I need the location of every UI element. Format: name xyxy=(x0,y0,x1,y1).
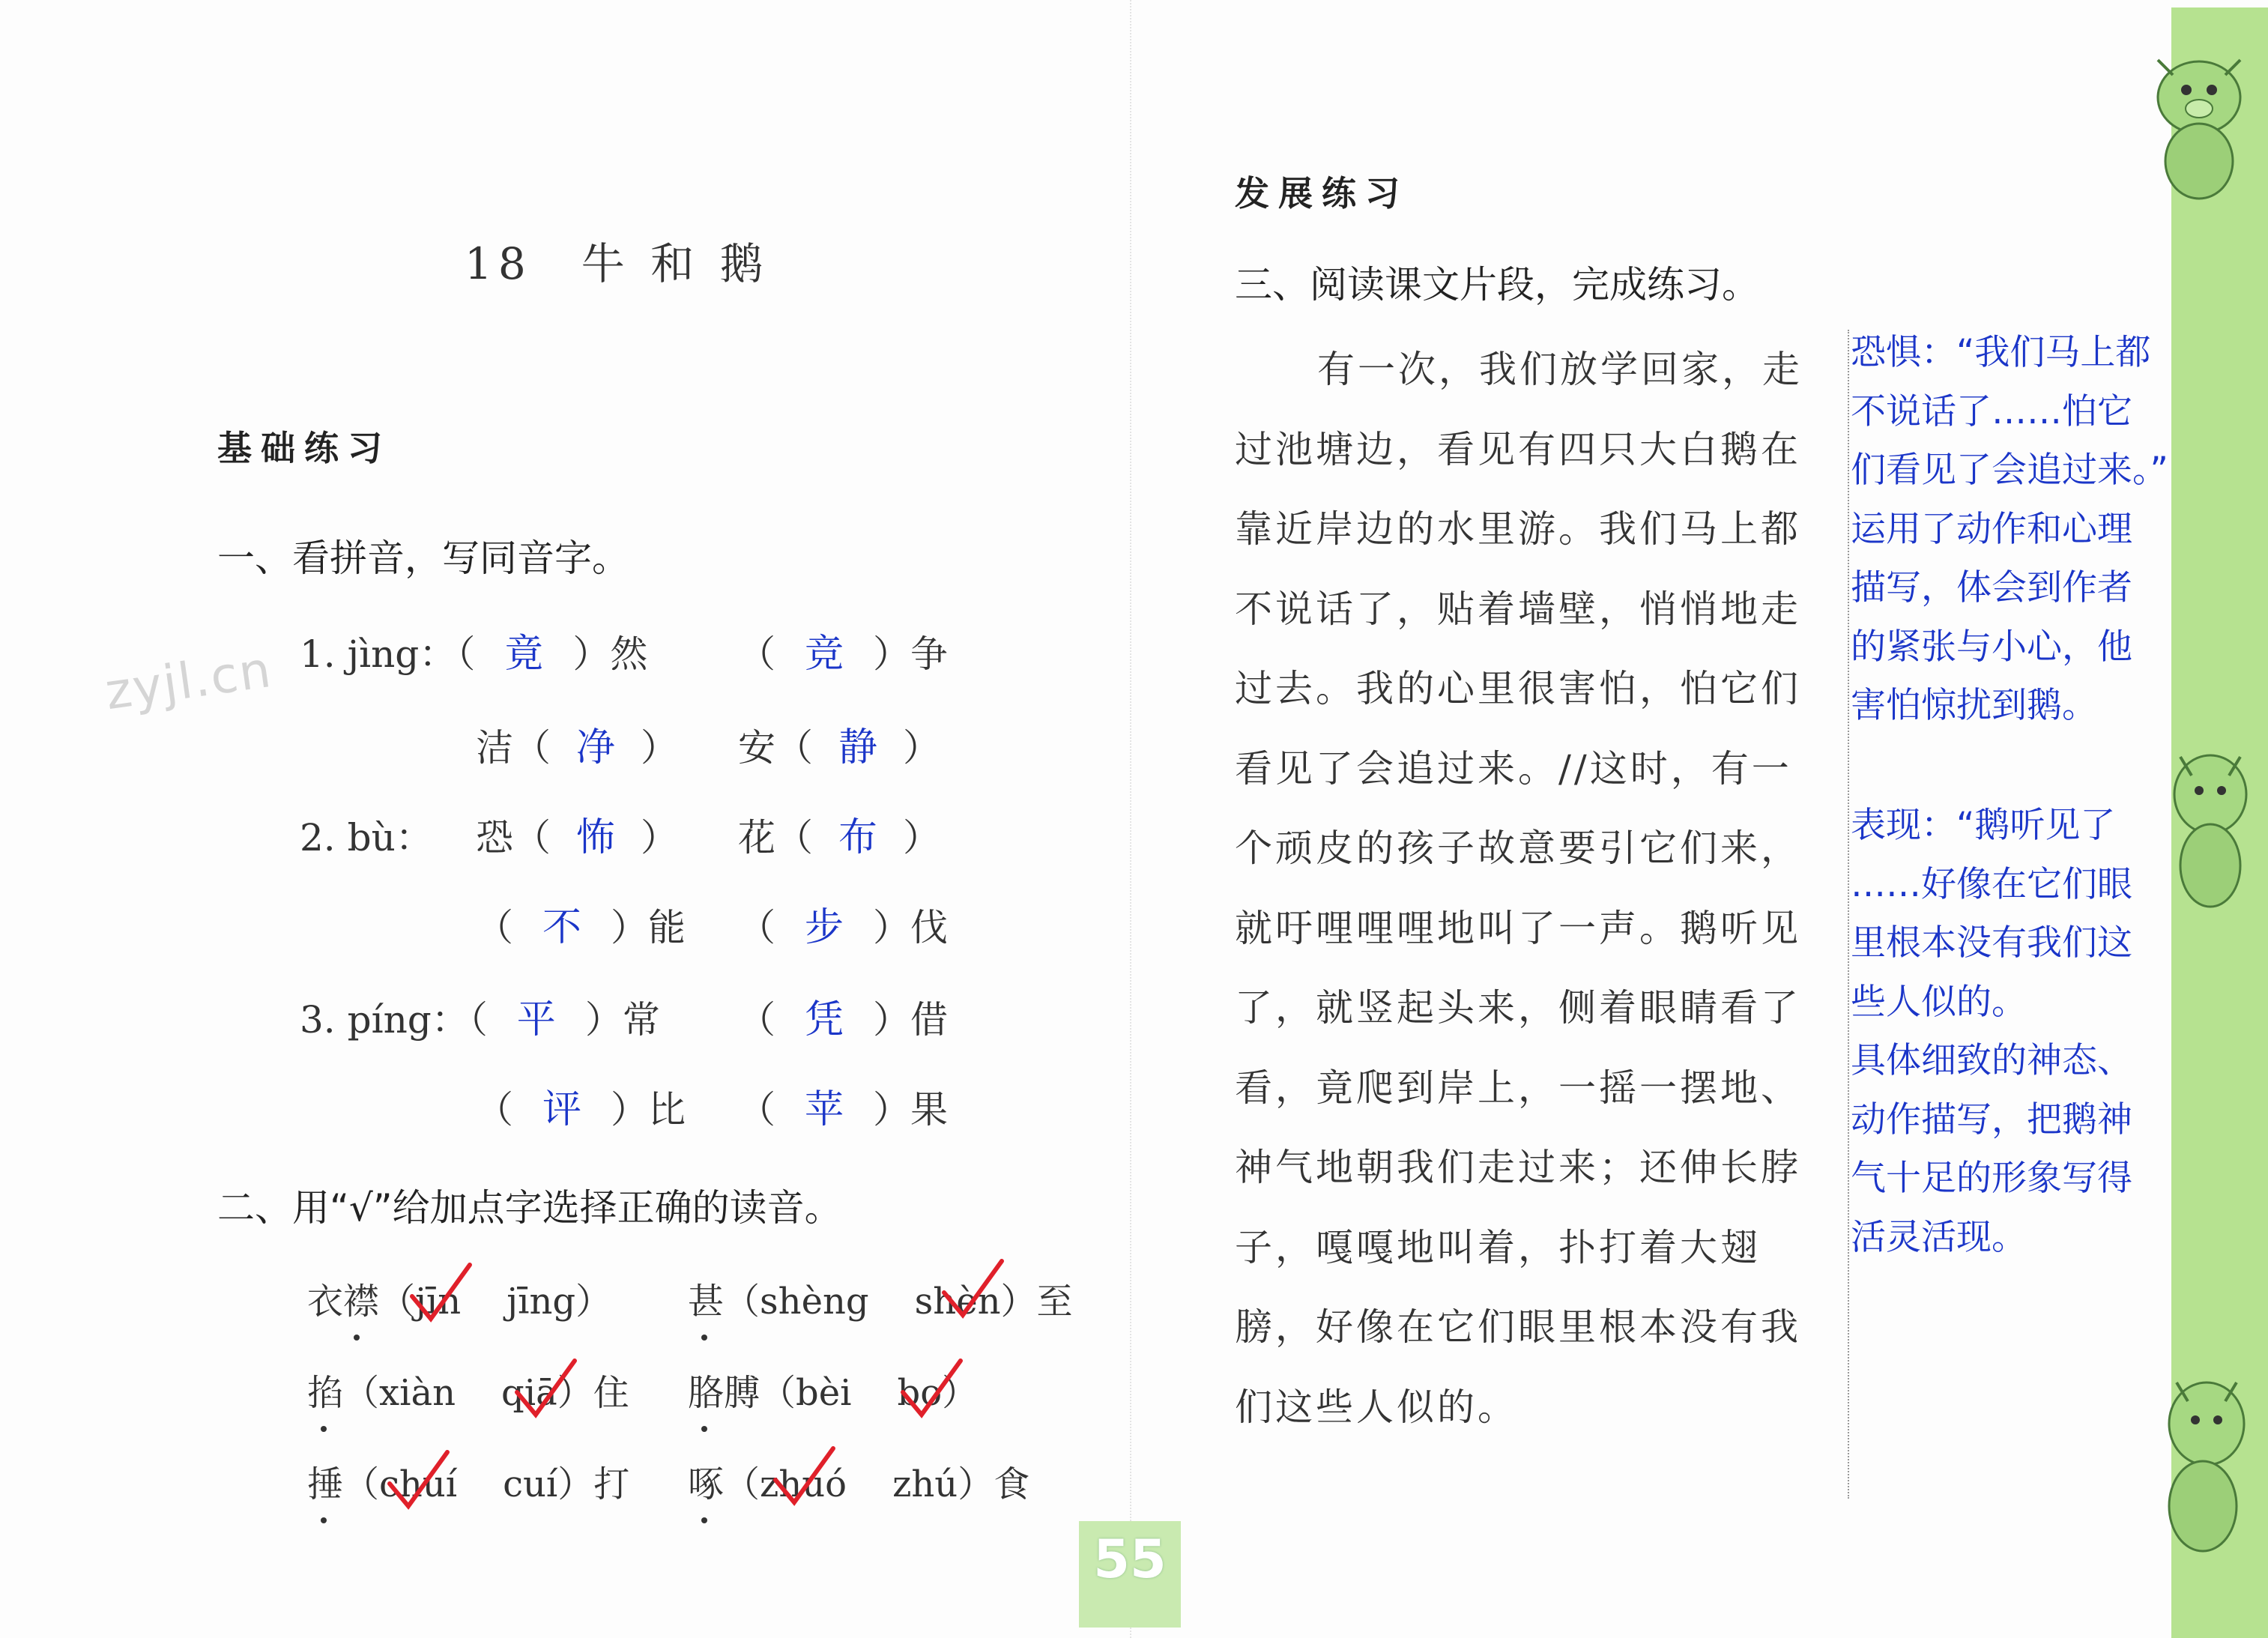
page-fold xyxy=(1130,0,1131,1638)
word-suffix: 至 xyxy=(1036,1281,1073,1323)
pinyin-option[interactable]: chuí xyxy=(379,1463,458,1505)
lesson-title: 18 牛 和 鹅 xyxy=(465,238,769,289)
section-basic-practice: 基础练习 xyxy=(217,428,391,468)
check-mark-icon xyxy=(513,1355,581,1422)
q1-row-1b: （ 竞 ）争 xyxy=(738,622,948,678)
q1-row-3: 2. bù： 恐（ 怖 ） xyxy=(300,806,678,862)
word-prefix: 花 xyxy=(738,816,775,859)
answer-blank[interactable]: 步 xyxy=(804,905,844,950)
word-suffix: 能 xyxy=(648,906,686,949)
q1-row-5: 3. píng：（ 平 ）常 xyxy=(300,988,660,1044)
word: 胳膊 xyxy=(688,1372,760,1414)
answer-blank[interactable]: 不 xyxy=(542,905,581,950)
pinyin-bu: 2. bù： xyxy=(300,816,433,859)
question-1-title: 一、看拼音，写同音字。 xyxy=(217,537,629,580)
answer-blank[interactable]: 凭 xyxy=(804,997,844,1042)
annotation-note-2: 表现：“鹅听见了 ……好像在它们眼 里根本没有我们这 些人似的。 具体细致的神态、 动作描写，把鹅神 气十足的形象写得 活灵活现。 xyxy=(1851,805,2132,1258)
pinyin-option[interactable]: qiā xyxy=(501,1372,557,1414)
check-mark-icon xyxy=(899,1355,967,1422)
pinyin-option[interactable]: jīn xyxy=(415,1281,462,1323)
annotation-note-1: 恐惧：“我们马上都 不说话了……怕它 们看见了会追过来。” 运用了动作和心理 描写，体会到作者 的紧张与小心，他 害怕惊扰到鹅。 xyxy=(1851,332,2168,726)
cartoon-pig-icon xyxy=(2128,30,2263,202)
answer-blank[interactable]: 竟 xyxy=(504,632,544,677)
passage-text: 有一次，我们放学回家，走过池塘边，看见有四只大白鹅在靠近岸边的水里游。我们马上都不说话了，贴着墙壁，悄悄地走过去。我的心里很害怕，怕它们看见了会追过来。//这时，有一个顽皮的孩子故意要引它们来，就吁哩哩哩地叫了一声。鹅听见了，就竖起头来，侧着眼睛看了看，竟爬到岸上，一摇一摆地、神气地朝我们走过来；还伸长脖子，嘎嘎地叫着，扑打着大翅膀，好像在它们眼里根本没有我们这些人似的。 xyxy=(1235,348,1803,1429)
word-prefix: 安 xyxy=(738,726,775,770)
word: 甚 xyxy=(688,1281,725,1323)
check-mark-icon xyxy=(940,1255,1008,1323)
q2-item-4: 胳膊 （bèi bo） xyxy=(688,1364,978,1415)
word-prefix: 恐 xyxy=(476,816,513,859)
q1-row-4: （ 不 ）能 xyxy=(476,895,686,952)
word-suffix: 住 xyxy=(593,1372,629,1414)
answer-blank[interactable]: 怖 xyxy=(575,815,615,860)
answer-blank[interactable]: 竞 xyxy=(804,632,844,677)
word-suffix: 然 xyxy=(610,632,648,676)
word-suffix: 争 xyxy=(910,632,948,676)
word-suffix: 伐 xyxy=(910,906,948,949)
word-suffix: 常 xyxy=(622,998,660,1042)
answer-blank[interactable]: 平 xyxy=(516,997,556,1042)
answer-blank[interactable]: 净 xyxy=(575,725,615,770)
check-mark-icon xyxy=(772,1442,839,1510)
q1-row-5b: （ 凭 ）借 xyxy=(738,988,948,1044)
pinyin-option[interactable]: shèn xyxy=(914,1281,1001,1323)
word-suffix: 打 xyxy=(593,1463,630,1505)
q2-item-5: 捶 （chuí cuí）打 xyxy=(307,1455,629,1507)
q1-row-6b: （ 苹 ）果 xyxy=(738,1078,948,1134)
pinyin-option[interactable]: shèng xyxy=(760,1281,869,1323)
word-suffix: 比 xyxy=(648,1088,686,1131)
answer-blank[interactable]: 苹 xyxy=(804,1087,844,1132)
pinyin-option[interactable]: xiàn xyxy=(379,1372,456,1414)
q2-item-1: 衣襟 （jīn jīng） xyxy=(307,1272,611,1324)
word: 衣襟 xyxy=(307,1281,380,1323)
question-3-title: 三、阅读课文片段，完成练习。 xyxy=(1235,263,1759,306)
word: 掐 xyxy=(307,1372,344,1414)
pinyin-option[interactable]: cuí xyxy=(503,1463,558,1505)
q2-item-3: 掐 （xiàn qiā）住 xyxy=(307,1364,629,1415)
pinyin-option[interactable]: jīng xyxy=(506,1281,576,1323)
q1-row-3b: 花（ 布 ） xyxy=(738,806,940,862)
q1-row-2: 洁（ 净 ） xyxy=(476,716,678,772)
word-suffix: 借 xyxy=(910,998,948,1042)
question-2-title: 二、用“√”给加点字选择正确的读音。 xyxy=(217,1186,842,1230)
pinyin-option[interactable]: zhuó xyxy=(760,1463,847,1505)
q1-row-2b: 安（ 静 ） xyxy=(738,716,940,772)
answer-blank[interactable]: 布 xyxy=(838,815,877,860)
word: 啄 xyxy=(688,1463,725,1505)
q2-item-2: 甚 （shèng shèn）至 xyxy=(688,1272,1073,1324)
q1-row-1: 1. jìng：（ 竟 ）然 xyxy=(300,622,647,678)
pinyin-option[interactable]: bo xyxy=(897,1372,943,1414)
answer-blank[interactable]: 静 xyxy=(838,725,877,770)
page-number: 55 xyxy=(1093,1529,1167,1590)
pinyin-option[interactable]: bèi xyxy=(796,1372,852,1414)
section-development-practice: 发展练习 xyxy=(1235,173,1409,214)
reading-passage xyxy=(1235,330,1827,1447)
cartoon-wolf-bottom-icon xyxy=(2143,1364,2263,1559)
word: 捶 xyxy=(307,1463,344,1505)
word-suffix: 果 xyxy=(910,1088,948,1131)
q1-row-6: （ 评 ）比 xyxy=(476,1078,686,1134)
check-mark-icon xyxy=(386,1446,453,1514)
check-mark-icon xyxy=(408,1259,476,1326)
pinyin-jing: 1. jìng： xyxy=(300,632,457,676)
q2-item-6: 啄 （zhuó zhú）食 xyxy=(688,1455,1029,1507)
answer-blank[interactable]: 评 xyxy=(542,1087,581,1132)
note-divider xyxy=(1848,330,1849,1499)
word-suffix: 食 xyxy=(994,1463,1030,1505)
word-prefix: 洁 xyxy=(476,726,513,770)
q1-row-4b: （ 步 ）伐 xyxy=(738,895,948,952)
watermark: zyjl.cn xyxy=(101,640,276,722)
pinyin-option[interactable]: zhú xyxy=(892,1463,958,1505)
pinyin-ping: 3. píng： xyxy=(300,998,469,1042)
